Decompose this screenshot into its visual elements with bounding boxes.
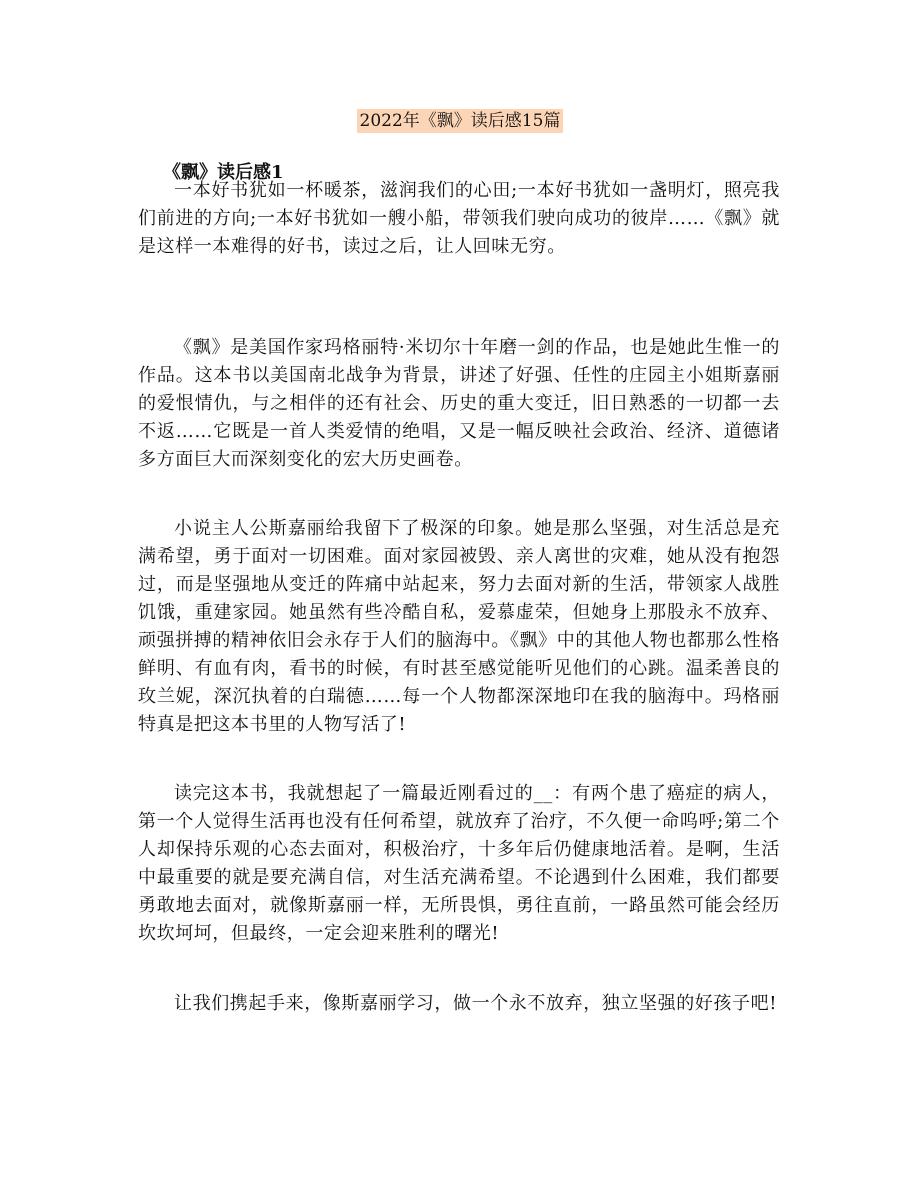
paragraph-5: 让我们携起手来，像斯嘉丽学习，做一个永不放弃，独立坚强的好孩子吧! (174, 993, 778, 1014)
document-title-text: 2022年《飘》读后感15篇 (357, 109, 564, 133)
section-heading: 《飘》读后感1 (163, 162, 284, 183)
document-title (0, 107, 920, 135)
paragraph-2: 《飘》是美国作家玛格丽特·米切尔十年磨一剑的作品，也是她此生惟一的作品。这本书以美国南北战争为背景，讲述了好强、任性的庄园主小姐斯嘉丽的爱恨情仇，与之相伴的还有社会、历史的重大变迁，旧日熟悉的一切都一去不返……它既是一首人类爱情的绝唱，又是一幅反映社会政治、经济、道德诸多方面巨大而深刻变化的宏大历史画卷。 (138, 337, 780, 470)
paragraph-3: 小说主人公斯嘉丽给我留下了极深的印象。她是那么坚强，对生活总是充满希望，勇于面对一切困难。面对家园被毁、亲人离世的灾难，她从没有抱怨过，而是坚强地从变迁的阵痛中站起来，努力去面对新的生活，带领家人战胜饥饿，重建家园。她虽然有些冷酷自私，爱慕虚荣，但她身上那股永不放弃、顽强拼搏的精神依旧会永存于人们的脑海中。《飘》中的其他人物也都那么性格鲜明、有血有肉，看书的时候，有时甚至感觉能听见他们的心跳。温柔善良的玫兰妮，深沉执着的白瑞德……每一个人物都深深地印在我的脑海中。玛格丽特真是把这本书里的人物写活了! (138, 518, 780, 735)
paragraph-1: 一本好书犹如一杯暖茶，滋润我们的心田;一本好书犹如一盏明灯，照亮我们前进的方向;一本好书犹如一艘小船，带领我们驶向成功的彼岸……《飘》就是这样一本难得的好书，读过之后，让人回味无穷。 (138, 180, 780, 257)
paragraph-4: 读完这本书，我就想起了一篇最近刚看过的__：有两个患了癌症的病人，第一个人觉得生活再也没有任何希望，就放弃了治疗，不久便一命呜呼;第二个人却保持乐观的心态去面对，积极治疗，十多年后仍健康地活着。是啊，生活中最重要的就是要充满自信，对生活充满希望。不论遇到什么困难，我们都要勇敢地去面对，就像斯嘉丽一样，无所畏惧，勇往直前，一路虽然可能会经历坎坎坷坷，但最终，一定会迎来胜利的曙光! (138, 783, 780, 944)
